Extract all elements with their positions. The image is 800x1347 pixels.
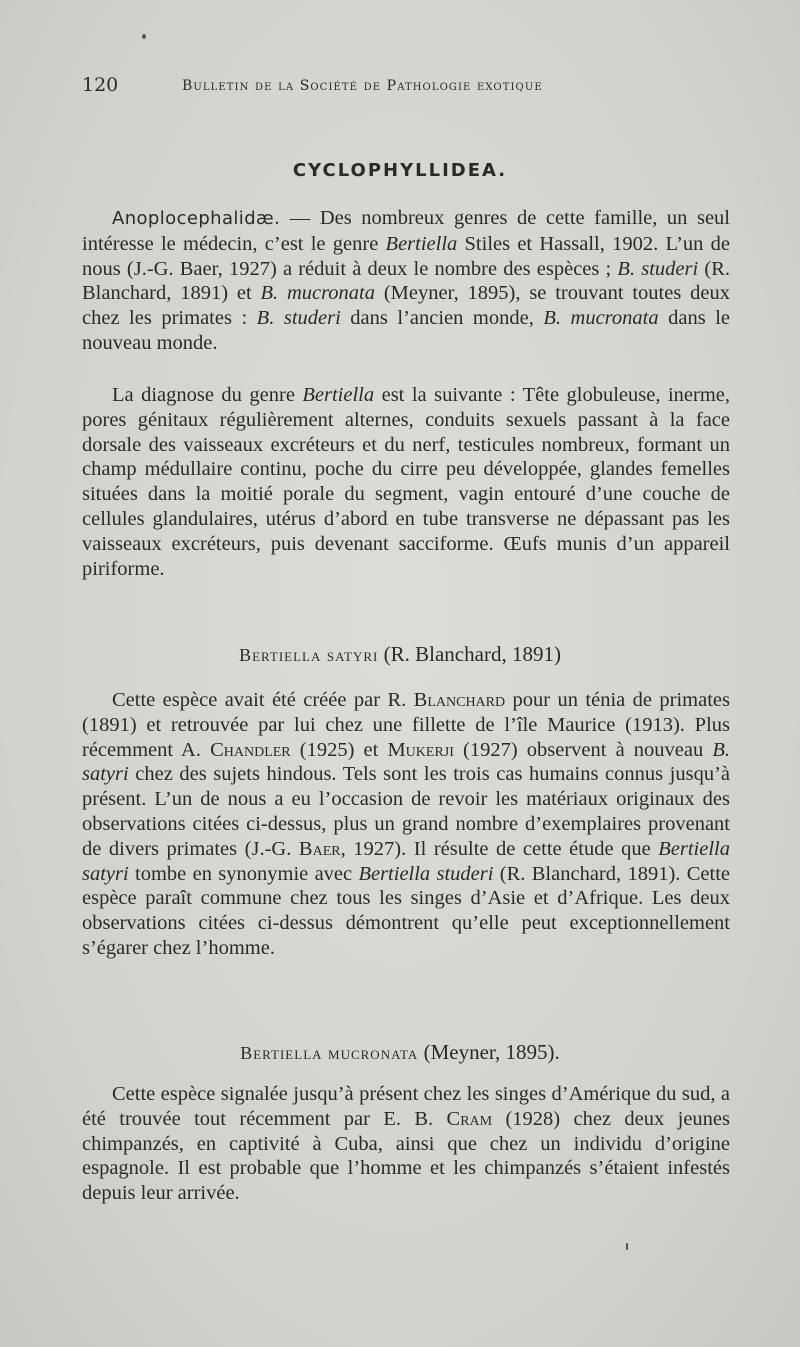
paragraph-diagnose	[82, 383, 730, 581]
author-name: Chandler	[210, 738, 291, 761]
species-authority: (R. Blanchard, 1891)	[378, 642, 561, 666]
text-run: , 1927). Il résulte de cette étude que	[340, 837, 659, 860]
text-run: — Des nombreux genres de cette famille, un seul intéresse le médecin, c’est le genre	[82, 207, 730, 255]
italic-run: B. mucronata	[260, 282, 376, 305]
text-run: (R. Blanchard, 1891) et	[82, 257, 731, 305]
italic-run: B. studeri	[256, 307, 341, 330]
text-run: Stiles et Hassall, 1902. L’un de nous (J.-G. Baer, 1927) a réduit à deux le nombre des espèces ;	[82, 232, 731, 280]
paragraph-satyri	[82, 688, 730, 961]
text-run: (R. Blanchard, 1891). Cette espèce paraît commune chez tous les singes d’Asie et d’Afrique. Les deux observations citées ci-dessus démontrent qu’elle peut exceptionnellement s’égarer chez l’homme.	[82, 862, 730, 959]
text-run: Cette espèce avait été créée par R.	[112, 689, 414, 711]
text-run: La diagnose du genre	[112, 384, 303, 406]
italic-run: B. satyri	[82, 738, 730, 786]
author-name: Cram	[446, 1107, 493, 1130]
species-name: Bertiella satyri	[239, 645, 379, 665]
text-run: tombe en synonymie avec	[128, 862, 359, 885]
running-title: Bulletin de la Société de Pathologie exotique	[182, 78, 543, 94]
subheading-bertiella-satyri	[0, 642, 800, 667]
paragraph-anoplocephalidae	[82, 206, 730, 356]
italic-run: Bertiella	[302, 384, 375, 406]
text-run: dans le nouveau monde.	[82, 307, 730, 354]
italic-run: B. studeri	[617, 257, 699, 280]
text-run: pour un ténia de primates (1891) et retrouvée par lui chez une fillette de l’île Maurice (1913). Plus récemment A.	[82, 689, 730, 761]
italic-run: Bertiella studeri	[358, 862, 494, 885]
text-run: chez des sujets hindous. Tels sont les trois cas humains connus jusqu’à présent. L’un de nous a eu l’occasion de revoir les matériaux originaux des observations citées ci-dessus, plus un grand nombre d’exemplaires provenant de divers primates (J.-G.	[82, 763, 730, 860]
species-authority: (Meyner, 1895).	[418, 1040, 560, 1064]
text-run: est la suivante : Tête globuleuse, inerme, pores génitaux régulièrement alternes, conduits sexuels passant à la face dorsale des vaisseaux excréteurs et du nerf, testicules nombreux, formant un champ médullaire continu, poche du cirre peu développée, glandes femelles situées dans la moitié porale du segment, vagin entouré d’une couche de cellules glandulaires, utérus d’abord en tube transverse ne dépassant pas les vaisseaux excréteurs, puis devenant sacciforme. Œufs munis d’un appareil piriforme.	[82, 384, 730, 580]
section-title: CYCLOPHYLLIDEA.	[292, 160, 508, 181]
page-header	[82, 74, 742, 104]
text-run: (1927) observent à nouveau	[453, 738, 713, 761]
page-number: 120	[82, 74, 119, 96]
species-name: Bertiella mucronata	[240, 1043, 419, 1063]
dust-speck	[142, 34, 146, 39]
text-run: (1925) et	[290, 738, 388, 761]
italic-run: Bertiella	[385, 232, 458, 255]
text-run: (Meyner, 1895), se trouvant toutes deux chez les primates :	[82, 282, 731, 330]
dust-speck	[626, 1243, 628, 1250]
paragraph-mucronata	[82, 1082, 730, 1206]
author-name: Mukerji	[387, 738, 454, 761]
author-name: Blanchard	[413, 689, 506, 711]
subheading-bertiella-mucronata	[0, 1040, 800, 1065]
author-name: Baer	[298, 837, 341, 860]
italic-run: Bertiella satyri	[82, 837, 730, 885]
family-term: Anoplocephalidæ.	[112, 208, 281, 229]
italic-run: B. mucronata	[543, 307, 659, 330]
text-run: (1928) chez deux jeunes chimpanzés, en captivité à Cuba, ainsi que chez un individu d’origine espagnole. Il est probable que l’homme et les chimpanzés s’étaient infestés depuis leur arrivée.	[82, 1107, 731, 1205]
text-run: dans l’ancien monde,	[340, 307, 544, 330]
text-run: Cette espèce signalée jusqu’à présent chez les singes d’Amérique du sud, a été trouvée tout récemment par E. B.	[82, 1083, 730, 1130]
